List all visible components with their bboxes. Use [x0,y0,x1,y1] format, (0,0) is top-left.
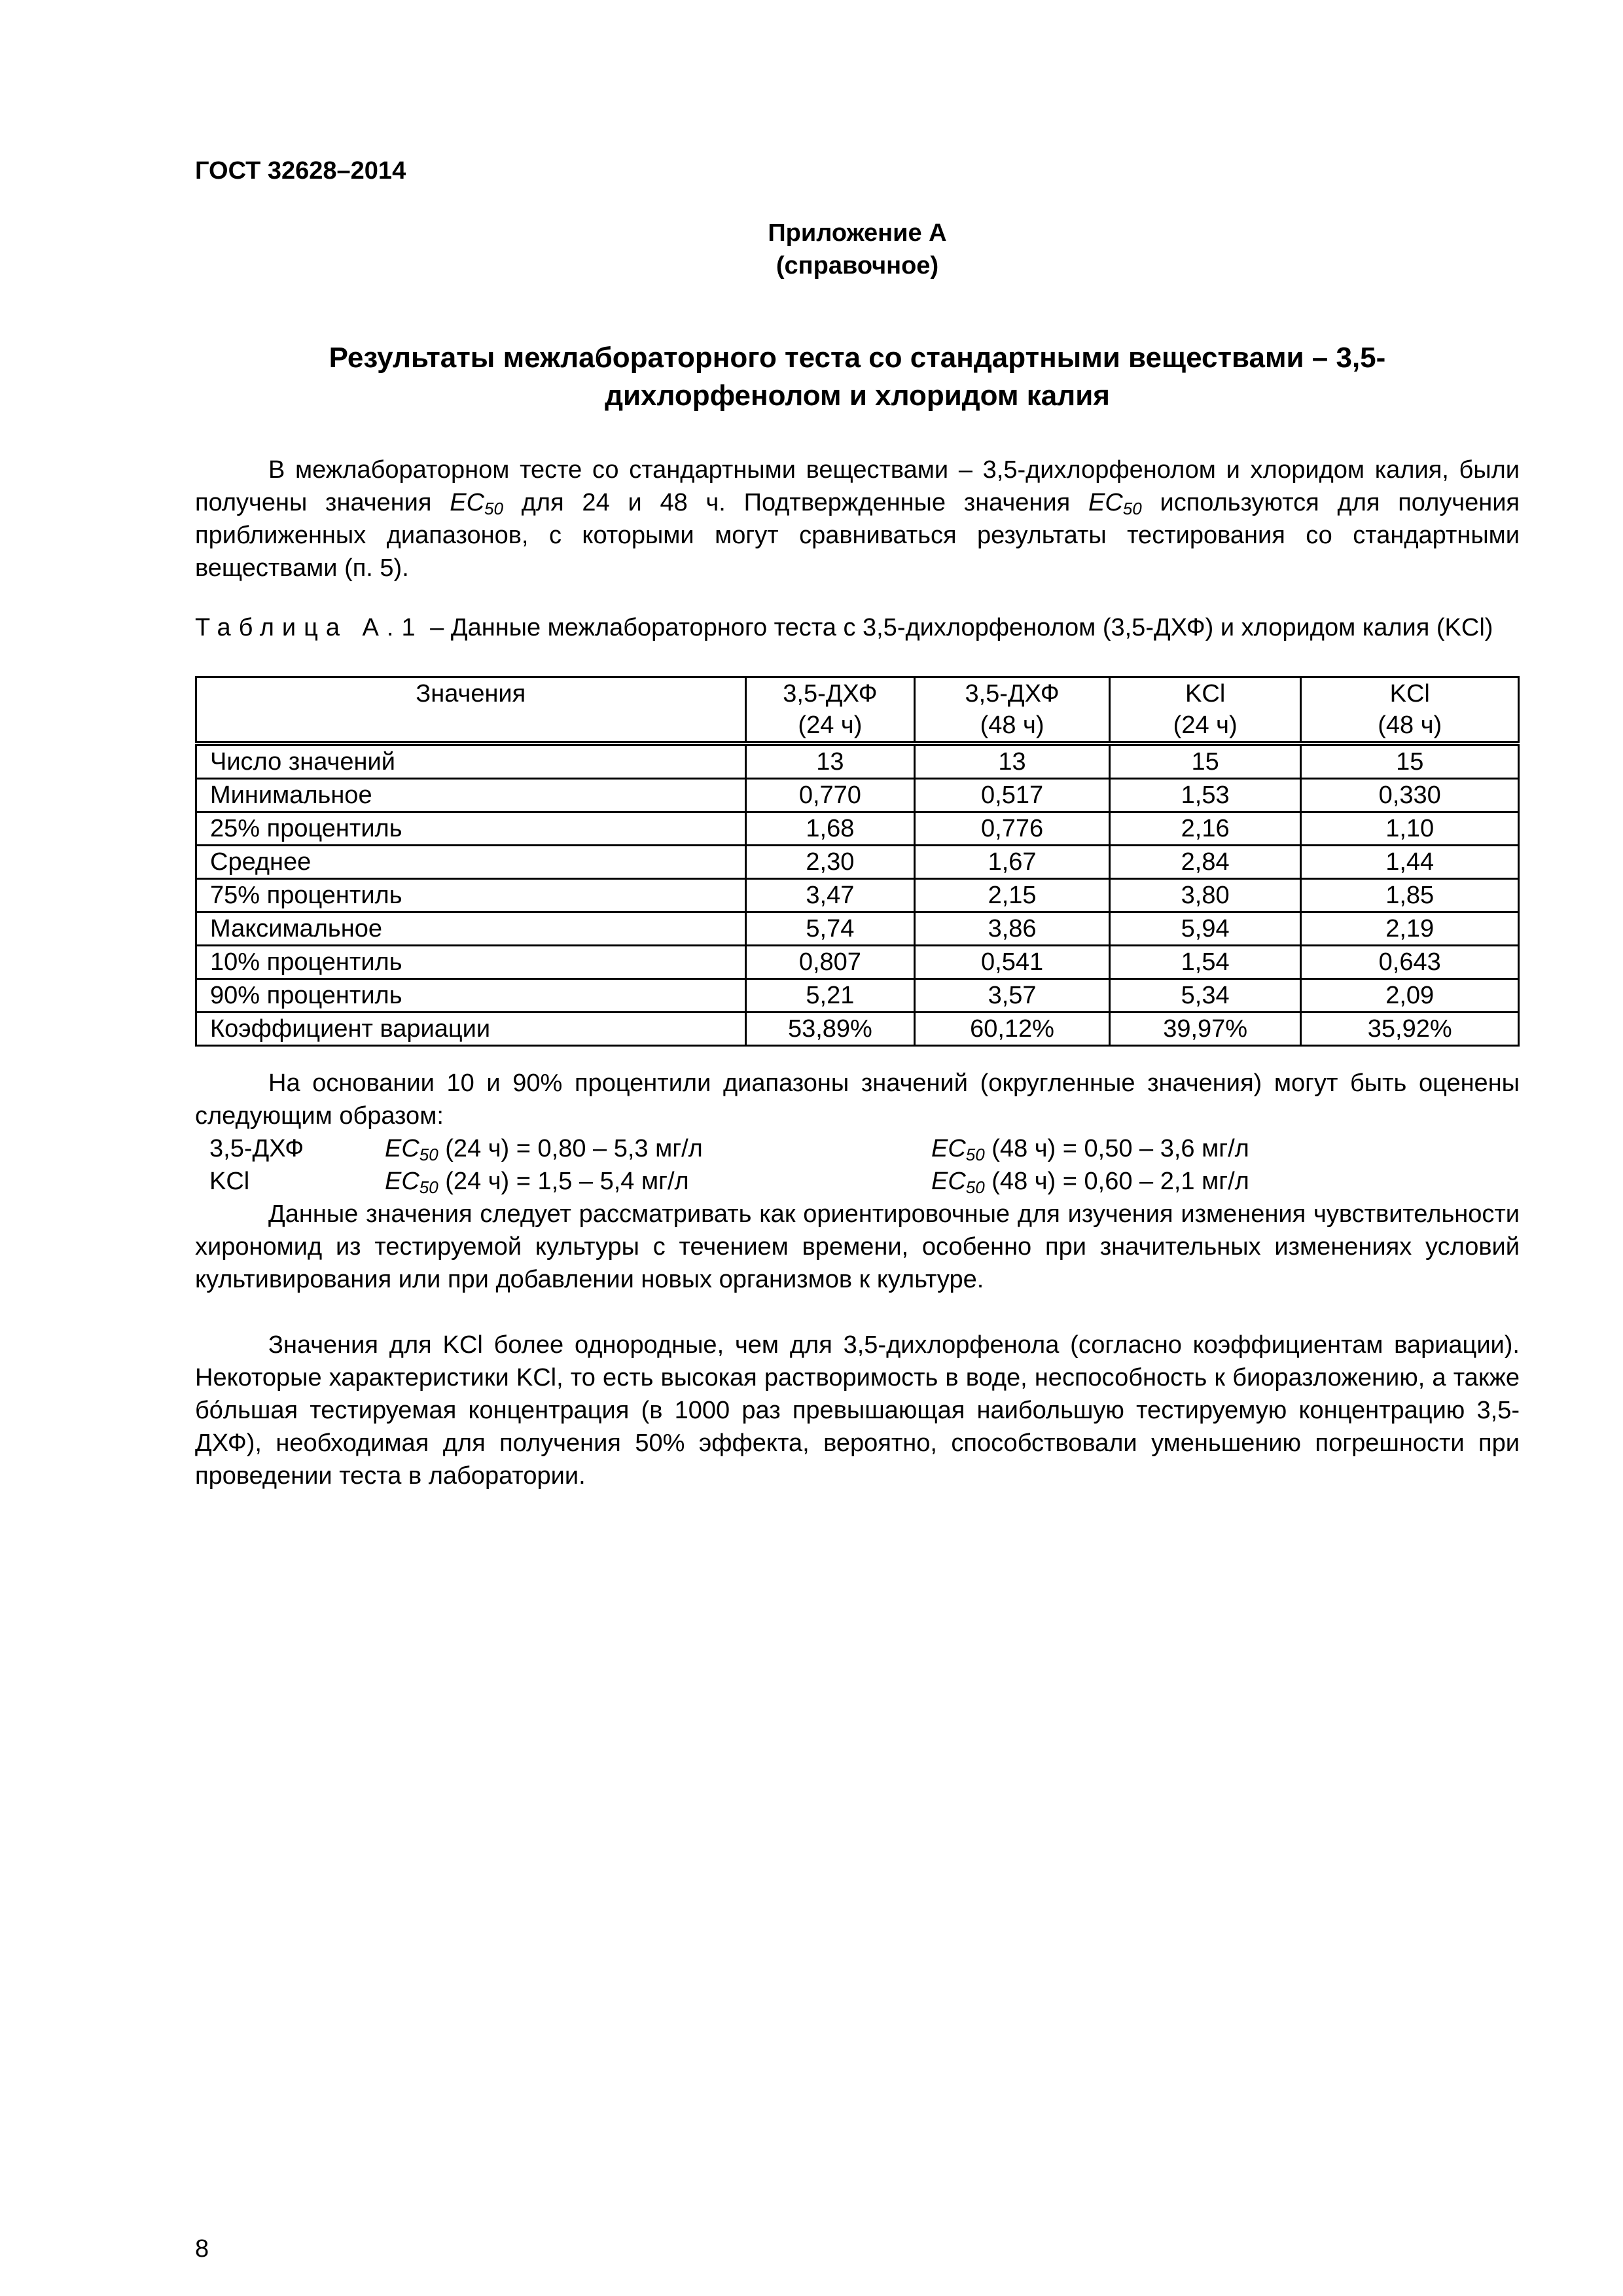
table-cell: 2,16 [1109,812,1301,846]
paragraph-guidance: Данные значения следует рассматривать как ориентировочные для изучения изменения чувствительности хирономид из тестируемой культуры с течением времени, особенно при значительных изменениях условий культивирования или при добавлении новых организмов к культуре. [195,1200,1520,1293]
range-48h: (48 ч) = 0,60 – 2,1 мг/л [984,1168,1249,1195]
column-header [196,677,746,744]
table-cell: 15 [1109,744,1301,779]
table-cell: 2,30 [745,846,915,879]
table-cell: 39,97% [1109,1013,1301,1046]
table-cell: 2,19 [1301,912,1519,946]
table-cell: 3,57 [915,979,1110,1013]
table-cell: 1,68 [745,812,915,846]
column-header [915,677,1110,744]
range-24h: (24 ч) = 1,5 – 5,4 мг/л [438,1168,689,1195]
row-label: Среднее [196,846,746,879]
ec-term: EC [931,1135,966,1162]
table-cell: 15 [1301,744,1519,779]
row-label: Коэффициент вариации [196,1013,746,1046]
table-row [196,779,1519,812]
row-label: 75% процентиль [196,879,746,912]
table-caption-label: Таблица А.1 [195,614,423,641]
column-header-line1: Значения [416,680,526,708]
ec-subscript: 50 [1122,499,1142,518]
column-header-line2: (48 ч) [1378,711,1442,739]
section-title-line2: дихлорфенолом и хлоридом калия [605,380,1110,412]
table-cell: 13 [745,744,915,779]
range-24h: (24 ч) = 0,80 – 5,3 мг/л [438,1135,703,1162]
column-header [1109,677,1301,744]
table-cell: 1,67 [915,846,1110,879]
range-row [195,1165,1520,1198]
table-cell: 35,92% [1301,1013,1519,1046]
table-cell: 2,09 [1301,979,1519,1013]
ec-subscript: 50 [965,1177,985,1197]
row-label: 90% процентиль [196,979,746,1013]
column-header-line2: (24 ч) [1173,711,1238,739]
table-cell: 3,86 [915,912,1110,946]
ec-subscript: 50 [419,1145,438,1164]
table-row [196,812,1519,846]
paragraph-ranges-intro: На основании 10 и 90% процентили диапазоны значений (округленные значения) могут быть оценены следующим образом: [195,1069,1520,1130]
column-header-line2: (48 ч) [980,711,1044,739]
row-label: 10% процентиль [196,946,746,979]
table-cell: 0,541 [915,946,1110,979]
ec-subscript: 50 [965,1145,985,1164]
table-cell: 3,80 [1109,879,1301,912]
table-header-row [196,677,1519,744]
range-48h: (48 ч) = 0,50 – 3,6 мг/л [984,1135,1249,1162]
ec-term: EC [385,1135,419,1162]
data-table [195,676,1520,1047]
ec-term: EC [450,489,485,516]
table-cell: 2,15 [915,879,1110,912]
paragraph-intro [195,454,1520,584]
row-label: 25% процентиль [196,812,746,846]
section-title [195,339,1520,415]
column-header-line1: 3,5-ДХФ [965,680,1060,708]
table-cell: 0,330 [1301,779,1519,812]
ec-term: EC [1088,489,1123,516]
appendix-subtitle: (справочное) [776,252,939,279]
table-cell: 0,807 [745,946,915,979]
table-cell: 60,12% [915,1013,1110,1046]
range-row [195,1132,1520,1165]
table-row [196,946,1519,979]
column-header [745,677,915,744]
table-cell: 1,10 [1301,812,1519,846]
ec-term: EC [385,1168,419,1195]
table-cell: 1,53 [1109,779,1301,812]
table-cell: 5,21 [745,979,915,1013]
row-label: Число значений [196,744,746,779]
table-cell: 1,54 [1109,946,1301,979]
para1-text: используются для получения приближенных диапазонов, с которыми могут сравниваться результаты тестирования со стандартными веществами (п. 5). [195,489,1520,582]
document-id: ГОСТ 32628–2014 [195,157,406,185]
table-row [196,744,1519,779]
substance-label: KCl [209,1168,250,1195]
table-row [196,912,1519,946]
table-row [196,879,1519,912]
column-header-line2 [202,709,740,741]
table-cell: 0,770 [745,779,915,812]
table-row [196,979,1519,1013]
row-label: Максимальное [196,912,746,946]
substance-label: 3,5-ДХФ [209,1135,304,1162]
para1-text: для 24 и 48 ч. Подтвержденные значения [503,489,1088,516]
table-cell: 2,84 [1109,846,1301,879]
ec-subscript: 50 [419,1177,438,1197]
column-header-line2: (24 ч) [798,711,863,739]
page-number: 8 [195,2235,209,2263]
row-label: Минимальное [196,779,746,812]
table-cell: 0,776 [915,812,1110,846]
table-row [196,846,1519,879]
table-cell: 1,85 [1301,879,1519,912]
table-cell: 0,517 [915,779,1110,812]
table-cell: 5,74 [745,912,915,946]
appendix-title: Приложение А [768,219,947,247]
table-cell: 53,89% [745,1013,915,1046]
column-header-line1: KCl [1389,680,1430,708]
table-cell: 5,34 [1109,979,1301,1013]
paragraph-kcl: Значения для KCl более однородные, чем для 3,5-дихлорфенола (согласно коэффициентам вариации). Некоторые характеристики KCl, то есть высокая растворимость в воде, неспособность к биоразложению, а также бо́льшая тестируемая концентрация (в 1000 раз превышающая наибольшую тестируемую концентрацию 3,5-ДХФ), необходимая для получения 50% эффекта, вероятно, способствовали уменьшению погрешности при проведении теста в лаборатории. [195,1331,1520,1490]
table-caption [195,612,1520,643]
para1-text: В межлабораторном тесте со стандартными веществами – 3,5-дихлорфенолом и хлоридом калия, были получены значения [195,456,1520,516]
column-header [1301,677,1519,744]
table-caption-text: – Данные межлабораторного теста с 3,5-дихлорфенолом (3,5-ДХФ) и хлоридом калия (KCl) [423,614,1493,641]
table-cell: 0,643 [1301,946,1519,979]
table-cell: 1,44 [1301,846,1519,879]
ranges-list [195,1132,1520,1198]
column-header-line1: KCl [1185,680,1226,708]
table-cell: 5,94 [1109,912,1301,946]
table-cell: 13 [915,744,1110,779]
column-header-line1: 3,5-ДХФ [783,680,878,708]
section-title-line1: Результаты межлабораторного теста со стандартными веществами – 3,5- [329,342,1386,374]
table-cell: 3,47 [745,879,915,912]
ec-subscript: 50 [484,499,503,518]
ec-term: EC [931,1168,966,1195]
table-row [196,1013,1519,1046]
